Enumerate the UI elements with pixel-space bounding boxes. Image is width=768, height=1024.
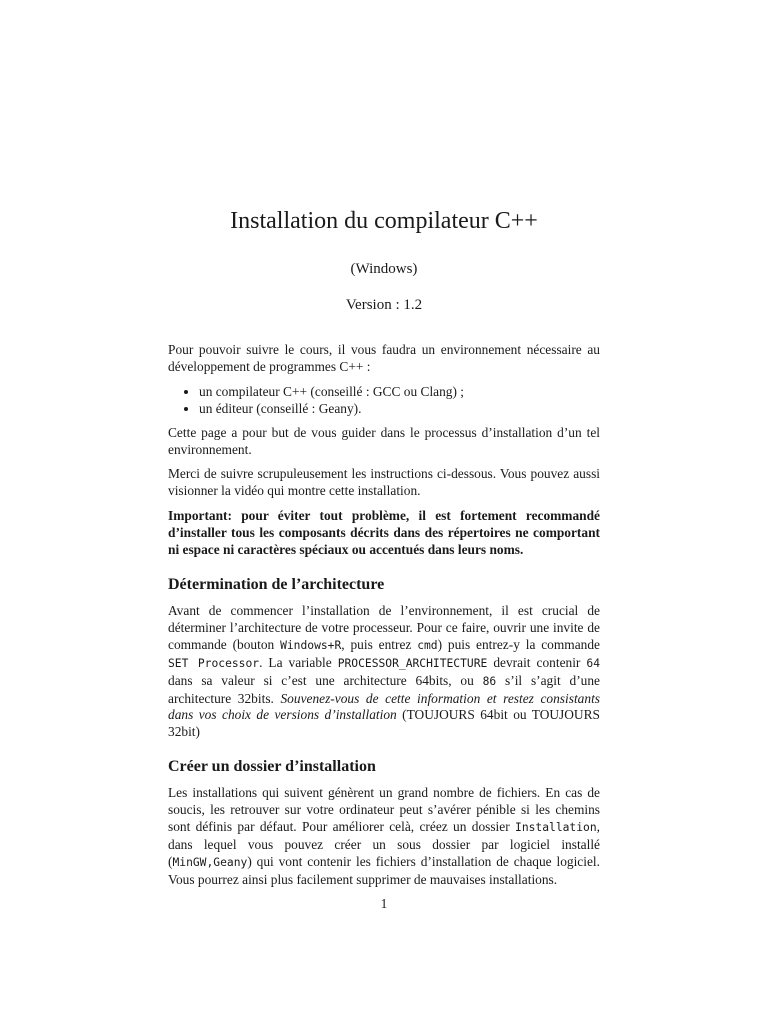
section-heading-install-folder: Créer un dossier d’installation xyxy=(168,758,376,776)
follow-paragraph: Merci de suivre scrupuleusement les instructions ci-dessous. Vous pouvez aussi visionner la vidéo qui montre cette installation. xyxy=(168,466,600,499)
page-number: 1 xyxy=(380,896,388,911)
code-value-64: 64 xyxy=(586,656,600,670)
italic-note: Souvenez-vous de cette information et restez consistants dans vos choix de versions d’installation xyxy=(168,690,600,723)
code-cmd: cmd xyxy=(417,638,438,652)
list-item: • un compilateur C++ (conseillé : GCC ou Clang) ; xyxy=(199,384,600,401)
code-keyboard-shortcut: Windows+R xyxy=(280,638,342,652)
code-separator: , xyxy=(206,855,214,869)
code-variable-name: PROCESSOR_ARCHITECTURE xyxy=(337,656,488,670)
code-mingw: MinGW xyxy=(172,855,207,869)
document-version: Version : 1.2 xyxy=(345,297,423,313)
document-body xyxy=(168,342,600,897)
document-subtitle: (Windows) xyxy=(350,261,418,277)
install-folder-paragraph xyxy=(168,785,600,888)
text-run: . La variable xyxy=(259,654,338,670)
text-run: Les installations qui suivent génèrent un grand nombre de fichiers. En cas de soucis, les retrouver sur votre ordinateur peut s’avérer pénible si les chemins sont définis par défaut. Pour améliorer celà, créez un dossier xyxy=(168,785,600,835)
text-run: (TOUJOURS 64bit ou TOUJOURS 32bit) xyxy=(168,707,600,740)
text-run: Avant de commencer l’installation de l’environnement, il est crucial de déterminer l’architecture de votre processeur. Pour ce faire, ouvrir une invite de commande (bouton xyxy=(168,602,600,652)
document-title: Installation du compilateur C++ xyxy=(230,208,538,234)
requirements-list xyxy=(168,384,600,418)
text-run: ) puis entrez-y la commande xyxy=(437,636,600,652)
architecture-paragraph xyxy=(168,603,600,741)
code-folder-name: Installation xyxy=(515,821,597,835)
purpose-paragraph: Cette page a pour but de vous guider dans le processus d’installation d’un tel environnement. xyxy=(168,424,600,457)
text-run: dans sa valeur si c’est une architecture 64bits, ou xyxy=(168,672,483,688)
code-set-processor: SET Processor xyxy=(168,656,260,670)
important-notice: Important: pour éviter tout problème, il est fortement recommandé d’installer tous les composants décrits dans des répertoires ne comportant ni espace ni caractères spéciaux ou accentués dans leurs noms. xyxy=(168,508,600,558)
code-value-86: 86 xyxy=(482,674,497,688)
list-item: • un éditeur (conseillé : Geany). xyxy=(199,401,600,418)
text-run: devrait contenir xyxy=(487,654,587,670)
text-run: , puis entrez xyxy=(341,636,418,652)
text-run: , dans lequel vous pouvez créer un sous dossier par logiciel installé ( xyxy=(168,819,600,869)
section-heading-architecture: Détermination de l’architecture xyxy=(168,575,385,593)
intro-paragraph: Pour pouvoir suivre le cours, il vous faudra un environnement nécessaire au développement de programmes C++ : xyxy=(168,342,600,374)
text-run: ) qui vont contenir les fichiers d’installation de chaque logiciel. Vous pourrez ainsi plus facilement supprimer de mauvaises installations. xyxy=(168,853,600,887)
code-geany: Geany xyxy=(213,855,248,869)
text-run: s’il s’agit d’une architecture 32bits. xyxy=(168,672,600,706)
